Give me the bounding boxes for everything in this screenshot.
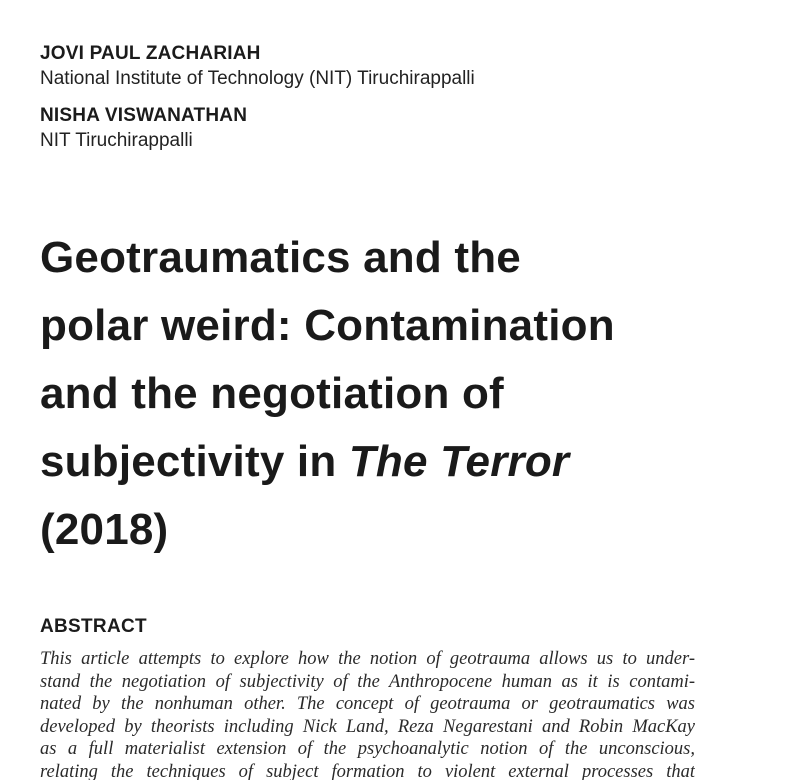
title-text: subjectivity in	[40, 437, 349, 486]
abstract-line: as a full materialist extension of the psychoanalytic notion of the unconscious,	[40, 739, 695, 759]
author-name: NISHA VISWANATHAN	[40, 105, 248, 126]
author-affiliation: NIT Tiruchirappalli	[40, 130, 193, 151]
article-title	[40, 224, 740, 564]
author-name: JOVI PAUL ZACHARIAH	[40, 43, 261, 64]
abstract-line: developed by theorists including Nick Land, Reza Negarestani and Robin MacKay	[40, 716, 695, 737]
title-italic-work: The Terror	[348, 437, 570, 486]
abstract-heading: ABSTRACT	[40, 616, 147, 637]
abstract-line: relating the techniques of subject formation to violent external processes that	[40, 761, 695, 780]
abstract-line: This article attempts to explore how the notion of geotrauma allows us to under-	[40, 649, 695, 669]
title-line: and the negotiation of	[40, 369, 504, 418]
title-line: Geotraumatics and the	[40, 233, 521, 282]
author-affiliation: National Institute of Technology (NIT) Tiruchirappalli	[40, 68, 475, 89]
title-line	[40, 428, 740, 496]
title-line: polar weird: Contamination	[40, 301, 615, 350]
author-list	[40, 42, 740, 166]
author-entry	[40, 104, 740, 154]
author-entry	[40, 42, 740, 92]
abstract-body	[40, 648, 695, 780]
abstract-line: stand the negotiation of subjectivity of the Anthropocene human as it is contami-	[40, 671, 695, 692]
abstract-line: nated by the nonhuman other. The concept of geotrauma or geotraumatics was	[40, 694, 695, 714]
title-line: (2018)	[40, 505, 169, 554]
